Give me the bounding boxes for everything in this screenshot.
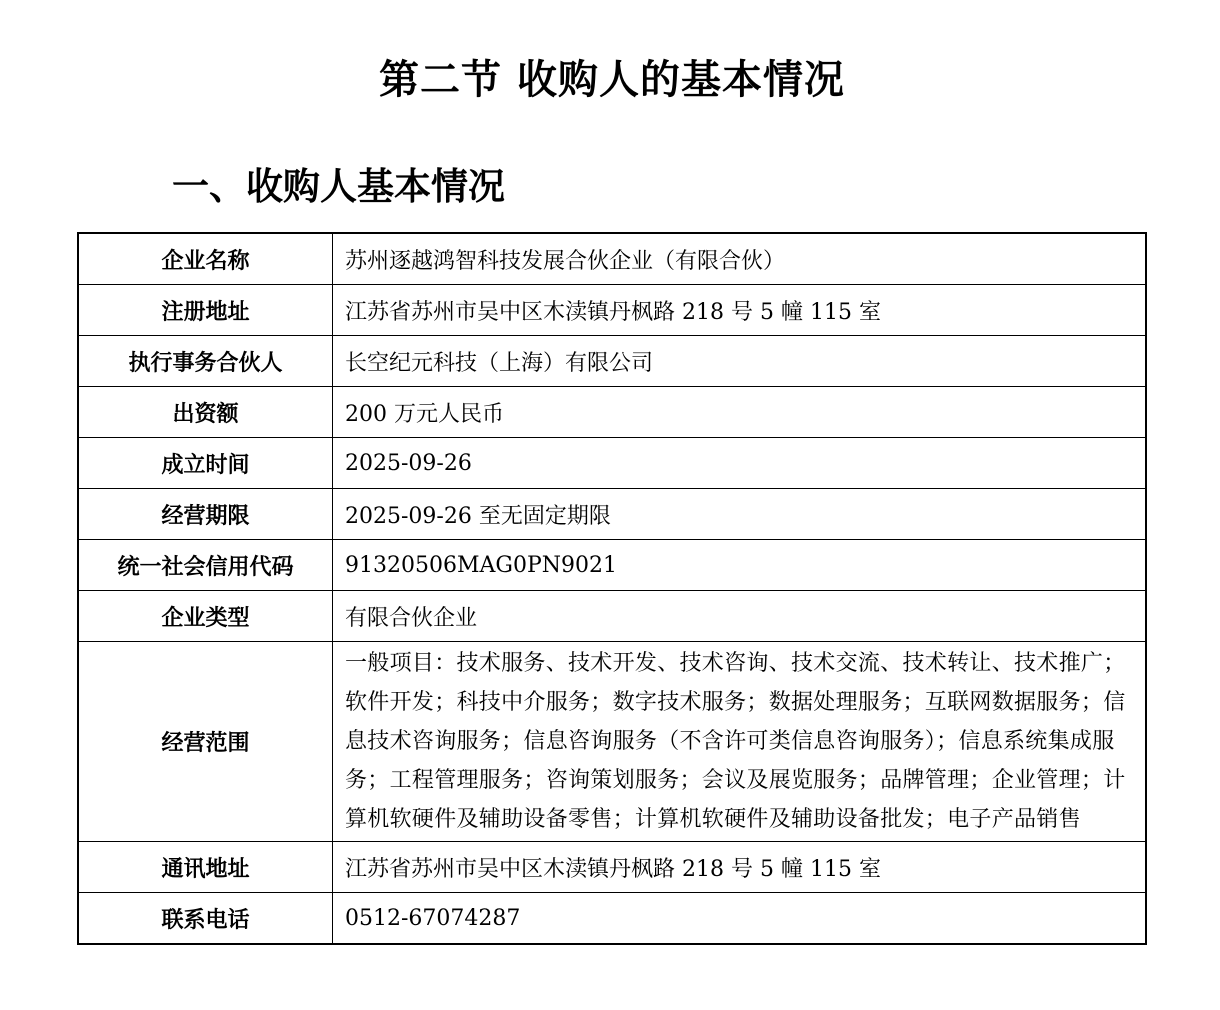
row-label: 企业名称 (78, 233, 333, 285)
row-value: 有限合伙企业 (333, 591, 1147, 642)
row-value: 江苏省苏州市吴中区木渎镇丹枫路 218 号 5 幢 115 室 (333, 285, 1147, 336)
row-label: 执行事务合伙人 (78, 336, 333, 387)
row-label: 通讯地址 (78, 842, 333, 893)
row-value: 91320506MAG0PN9021 (333, 540, 1147, 591)
table-row (78, 489, 1146, 540)
row-label: 经营期限 (78, 489, 333, 540)
table-row (78, 893, 1146, 945)
table-row (78, 642, 1146, 842)
table-row (78, 540, 1146, 591)
table-row (78, 336, 1146, 387)
page-title: 第二节 收购人的基本情况 (379, 57, 845, 103)
row-label: 企业类型 (78, 591, 333, 642)
row-value: 0512-67074287 (333, 893, 1147, 945)
row-label: 经营范围 (78, 642, 333, 842)
row-value: 江苏省苏州市吴中区木渎镇丹枫路 218 号 5 幢 115 室 (333, 842, 1147, 893)
table-row (78, 285, 1146, 336)
acquirer-info-table (77, 232, 1147, 945)
table-row (78, 387, 1146, 438)
table-row (78, 233, 1146, 285)
row-value: 2025-09-26 (333, 438, 1147, 489)
table-row (78, 438, 1146, 489)
row-value: 一般项目：技术服务、技术开发、技术咨询、技术交流、技术转让、技术推广；软件开发；科技中介服务；数字技术服务；数据处理服务；互联网数据服务；信息技术咨询服务；信息咨询服务（不含许可类信息咨询服务）；信息系统集成服务；工程管理服务；咨询策划服务；会议及展览服务；品牌管理；企业管理；计算机软硬件及辅助设备零售；计算机软硬件及辅助设备批发；电子产品销售 (333, 642, 1147, 842)
row-label: 联系电话 (78, 893, 333, 945)
row-label: 出资额 (78, 387, 333, 438)
row-value: 200 万元人民币 (333, 387, 1147, 438)
row-label: 统一社会信用代码 (78, 540, 333, 591)
row-label: 成立时间 (78, 438, 333, 489)
row-value: 2025-09-26 至无固定期限 (333, 489, 1147, 540)
table-row (78, 591, 1146, 642)
table-row (78, 842, 1146, 893)
row-value: 苏州逐越鸿智科技发展合伙企业（有限合伙） (333, 233, 1147, 285)
row-value: 长空纪元科技（上海）有限公司 (333, 336, 1147, 387)
section-heading: 一、收购人基本情况 (172, 165, 505, 208)
row-label: 注册地址 (78, 285, 333, 336)
